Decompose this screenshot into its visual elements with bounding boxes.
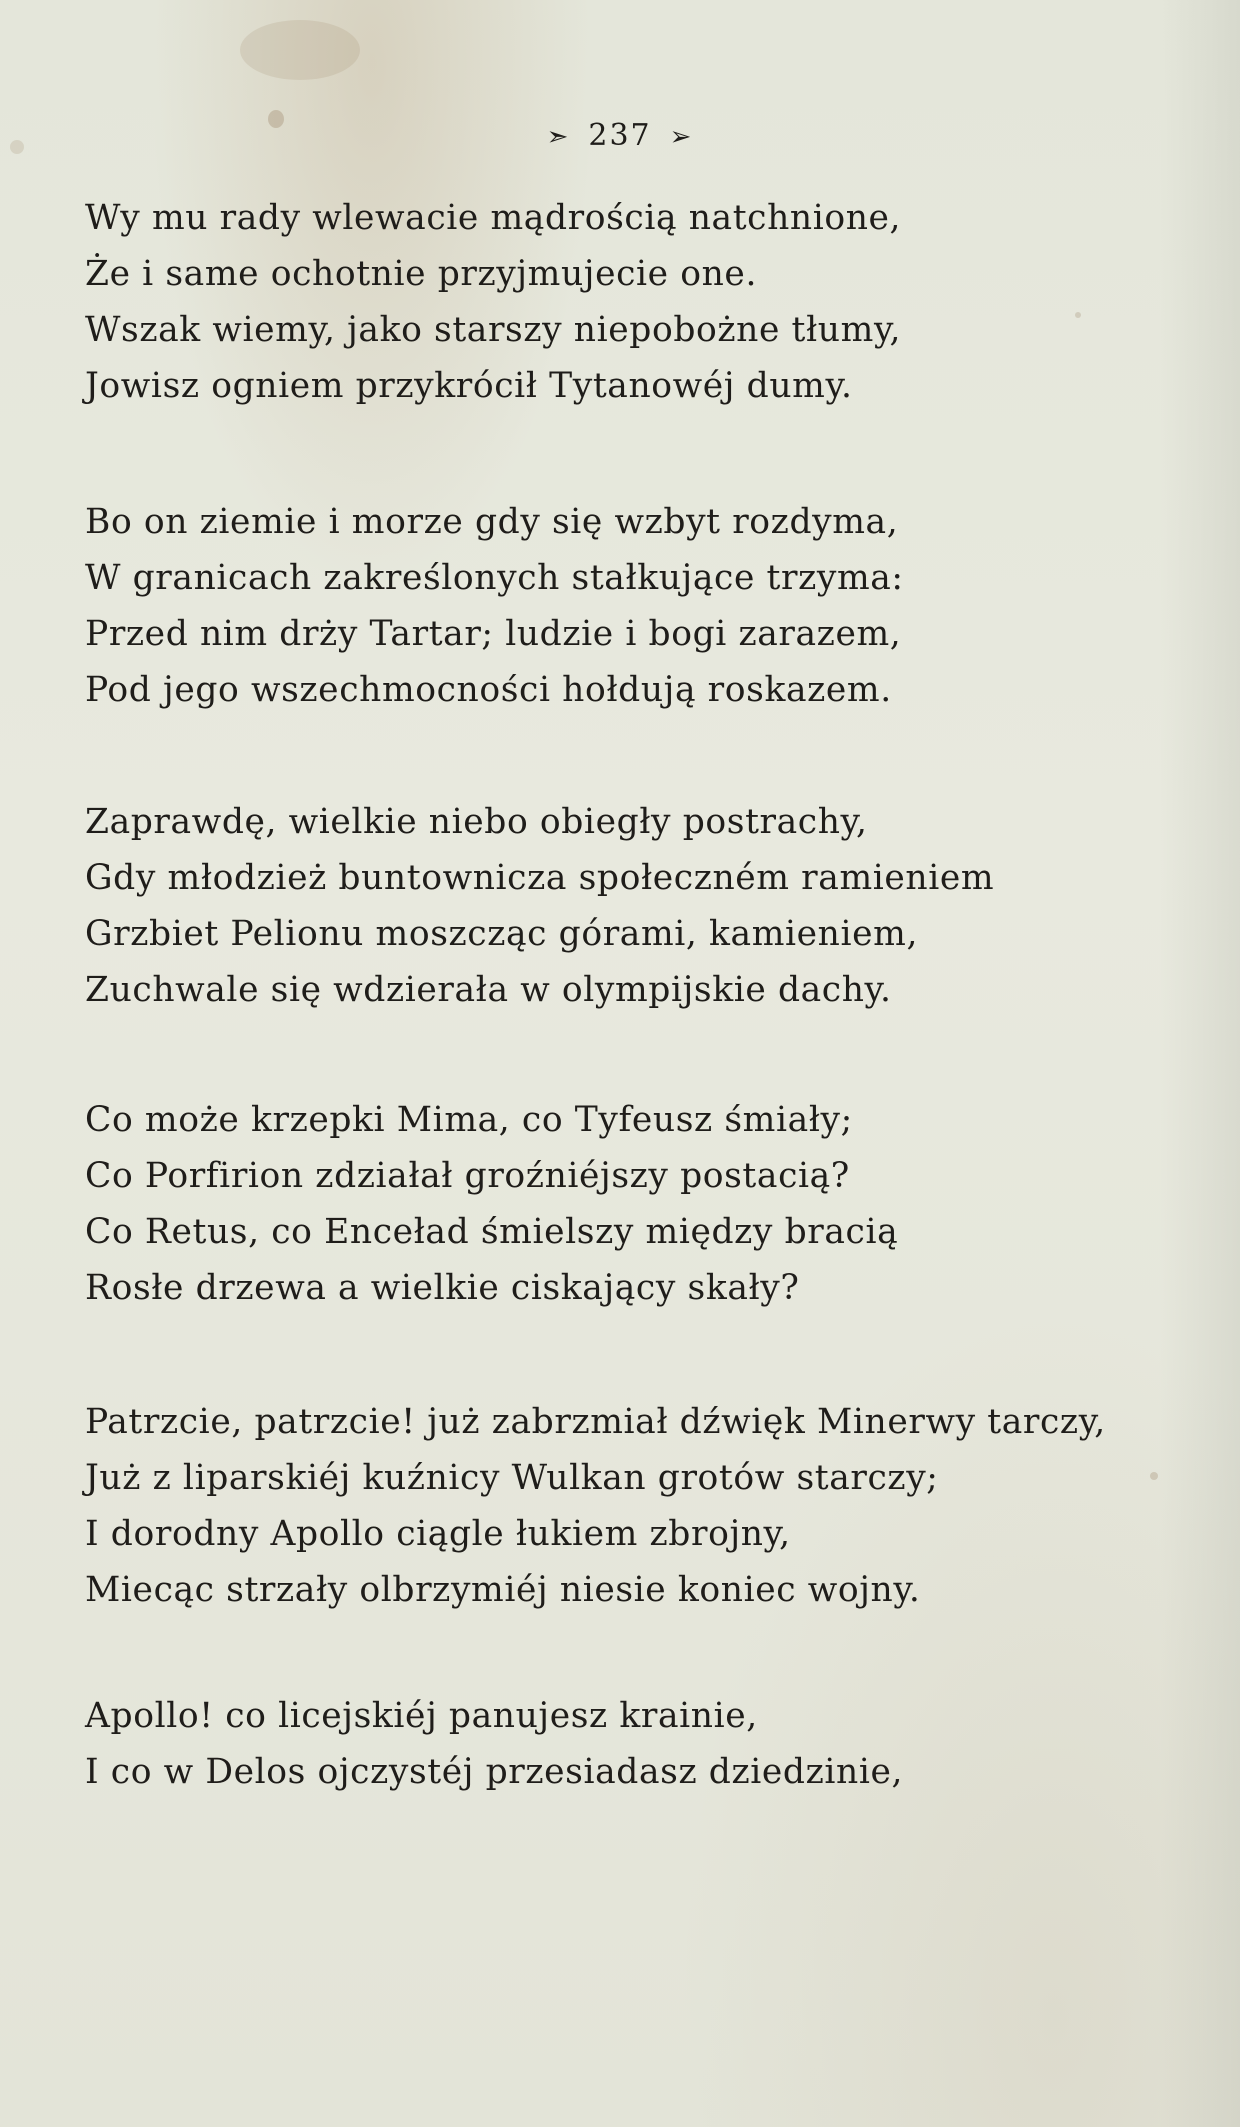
verse-line: Wszak wiemy, jako starszy niepobożne tłumy,	[85, 310, 902, 350]
verse-line: Już z liparskiéj kuźnicy Wulkan grotów starczy;	[85, 1458, 939, 1498]
verse-line: W granicach zakreślonych stałkujące trzyma:	[85, 558, 904, 598]
verse-line: Co Porfirion zdziałał groźniéjszy postacią?	[85, 1156, 850, 1196]
paper-stain	[1075, 312, 1081, 318]
verse-line: Miecąc strzały olbrzymiéj niesie koniec wojny.	[85, 1570, 921, 1610]
verse-line: Apollo! co licejskiéj panujesz krainie,	[85, 1696, 758, 1736]
verse-line: Jowisz ogniem przykrócił Tytanowéj dumy.	[85, 366, 853, 406]
verse-line: Grzbiet Pelionu moszcząc górami, kamieniem,	[85, 914, 919, 954]
verse-line: Rosłe drzewa a wielkie ciskający skały?	[85, 1268, 800, 1308]
ornament-left-icon: ➣	[546, 122, 571, 152]
verse-line: Co Retus, co Enceład śmielszy między bracią	[85, 1212, 899, 1252]
verse-line: Zuchwale się wdzierała w olympijskie dachy.	[85, 970, 892, 1010]
verse-line: I co w Delos ojczystéj przesiadasz dziedzinie,	[85, 1752, 904, 1792]
verse-line: Patrzcie, patrzcie! już zabrzmiał dźwięk Minerwy tarczy,	[85, 1402, 1106, 1442]
paper-stain	[1150, 1472, 1158, 1480]
verse-line: Zaprawdę, wielkie niebo obiegły postrachy,	[85, 802, 868, 842]
verse-line: I dorodny Apollo ciągle łukiem zbrojny,	[85, 1514, 791, 1554]
verse-line: Pod jego wszechmocności hołdują roskazem.	[85, 670, 892, 710]
verse-line: Że i same ochotnie przyjmujecie one.	[85, 254, 758, 294]
verse-line: Przed nim drży Tartar; ludzie i bogi zarazem,	[85, 614, 902, 654]
page-edge-shadow	[1160, 0, 1240, 2127]
ornament-right-icon: ➢	[669, 122, 694, 152]
paper-stain	[240, 20, 360, 80]
verse-line: Gdy młodzież buntownicza społeczném ramieniem	[85, 858, 995, 898]
page-number: 237	[588, 118, 652, 153]
verse-line: Bo on ziemie i morze gdy się wzbyt rozdyma,	[85, 502, 899, 542]
page-header	[0, 118, 1240, 153]
verse-line: Wy mu rady wlewacie mądrością natchnione,	[85, 198, 902, 238]
verse-line: Co może krzepki Mima, co Tyfeusz śmiały;	[85, 1100, 853, 1140]
